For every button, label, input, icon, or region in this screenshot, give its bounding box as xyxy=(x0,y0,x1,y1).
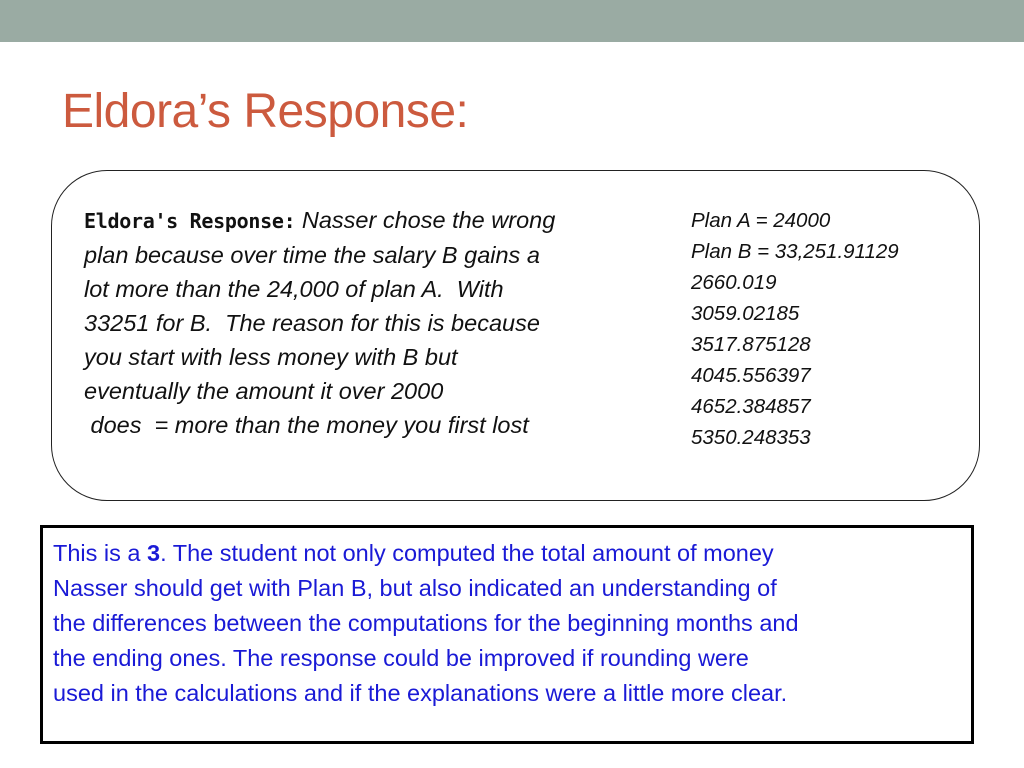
calc-value: 5350.248353 xyxy=(691,426,811,449)
top-bar xyxy=(0,0,1024,42)
calc-value: 4045.556397 xyxy=(691,364,811,387)
response-line-2: plan because over time the salary B gains a xyxy=(84,242,540,268)
feedback-text xyxy=(53,536,968,711)
response-label: Eldora's Response: xyxy=(84,209,296,233)
calculation-list xyxy=(691,205,899,453)
feedback-line-2: Nasser should get with Plan B, but also indicated an understanding of xyxy=(53,575,777,601)
calc-value: 4652.384857 xyxy=(691,395,811,418)
feedback-line-5: used in the calculations and if the explanations were a little more clear. xyxy=(53,680,788,706)
feedback-score: 3 xyxy=(147,540,161,566)
response-line-3: lot more than the 24,000 of plan A. With xyxy=(84,276,504,302)
response-line-5: you start with less money with B but xyxy=(84,344,458,370)
feedback-prefix: This is a xyxy=(53,540,148,566)
calc-plan-b: Plan B = 33,251.91129 xyxy=(691,240,899,263)
calc-plan-a: Plan A = 24000 xyxy=(691,209,831,232)
calc-value: 2660.019 xyxy=(691,271,777,294)
slide-title: Eldora’s Response: xyxy=(62,85,469,138)
feedback-line-1-rest: . The student not only computed the total amount of money xyxy=(160,540,774,566)
response-line-7: does = more than the money you first lost xyxy=(84,412,529,438)
response-line-1-text: Nasser chose the wrong xyxy=(295,207,556,233)
response-text xyxy=(84,203,674,442)
response-line-6: eventually the amount it over 2000 xyxy=(84,378,444,404)
calc-value: 3517.875128 xyxy=(691,333,811,356)
calc-value: 3059.02185 xyxy=(691,302,800,325)
feedback-line-4: the ending ones. The response could be improved if rounding were xyxy=(53,645,749,671)
response-line-4: 33251 for B. The reason for this is because xyxy=(84,310,540,336)
response-line-1 xyxy=(84,203,674,238)
feedback-line-3: the differences between the computations for the beginning months and xyxy=(53,610,799,636)
feedback-line-1 xyxy=(53,536,968,571)
